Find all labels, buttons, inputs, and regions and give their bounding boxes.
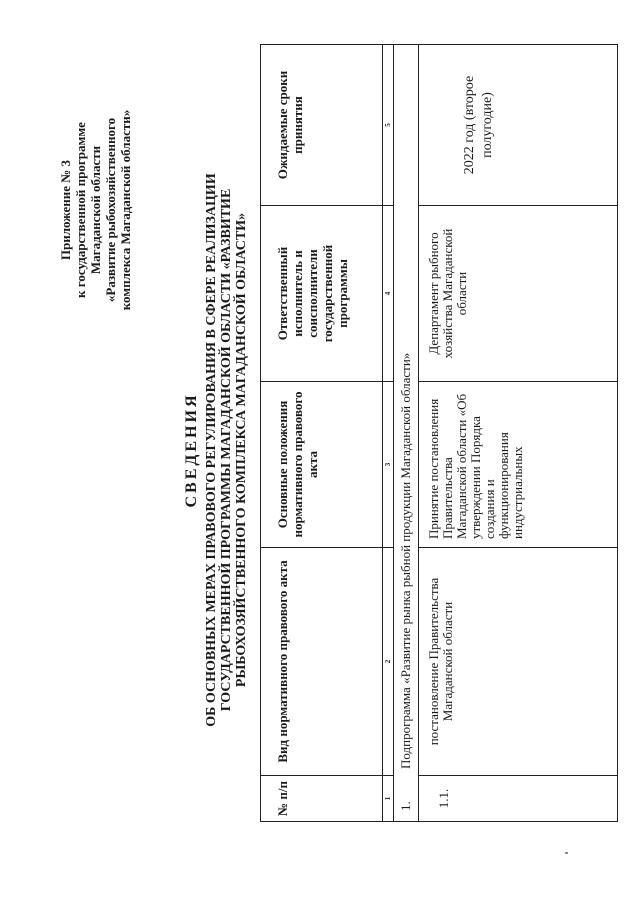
subprogram-title: Подпрограмма «Развитие рынка рыбной продукции Магаданской области» — [398, 352, 413, 769]
appendix-line: к государственной программе — [73, 122, 88, 298]
subprogram-number: 1. — [398, 801, 413, 811]
header-act-type: Вид нормативного правового акта — [261, 548, 383, 776]
table-row — [419, 45, 618, 822]
column-number: 5 — [383, 45, 394, 206]
table-header-row — [261, 45, 383, 822]
appendix-line: «Развитие рыбохозяйственного — [103, 117, 118, 303]
row-term: 2022 год (второе полугодие) — [419, 45, 618, 206]
header-term: Ожидаемые сроки принятия — [261, 45, 383, 206]
column-number: 3 — [383, 382, 394, 548]
header-executor: Ответственный исполнитель и соисполнители государственной программы — [261, 206, 383, 382]
header-number: № п/п — [261, 776, 383, 822]
document-title — [183, 35, 249, 865]
column-number: 1 — [383, 776, 394, 822]
measures-table — [260, 44, 618, 822]
title-line: ОБ ОСНОВНЫХ МЕРАХ ПРАВОВОГО РЕГУЛИРОВАНИЯ В СФЕРЕ РЕАЛИЗАЦИИ — [204, 173, 219, 727]
title-line: РЫБОХОЗЯЙСТВЕННОГО КОМПЛЕКСА МАГАДАНСКОЙ ОБЛАСТИ» — [234, 212, 249, 688]
row-act-type: постановление Правительства Магаданской области — [419, 548, 618, 776]
appendix-line: Приложение № 3 — [58, 159, 73, 261]
subprogram-cell — [394, 45, 419, 822]
title-subtitle — [204, 35, 249, 865]
title-heading: СВЕДЕНИЯ — [183, 392, 200, 508]
appendix-block — [58, 60, 133, 360]
subprogram-row — [394, 45, 419, 822]
appendix-line: комплекса Магаданской области» — [118, 109, 133, 311]
column-number: 2 — [383, 548, 394, 776]
row-provisions: Принятие постановления Правительства Магаданской области «Об утверждении Порядка создания и функционирования индустриальных — [419, 382, 618, 548]
row-executor: Департамент рыбного хозяйства Магаданской области — [419, 206, 618, 382]
column-number: 4 — [383, 206, 394, 382]
scan-speck — [565, 852, 568, 854]
appendix-line: Магаданской области — [88, 145, 103, 275]
column-number-row — [383, 45, 394, 822]
row-number: 1.1. — [419, 776, 618, 822]
title-line: ГОСУДАРСТВЕННОЙ ПРОГРАММЫ МАГАДАНСКОЙ ОБЛАСТИ «РАЗВИТИЕ — [219, 188, 234, 712]
header-provisions: Основные положения нормативного правового акта — [261, 382, 383, 548]
